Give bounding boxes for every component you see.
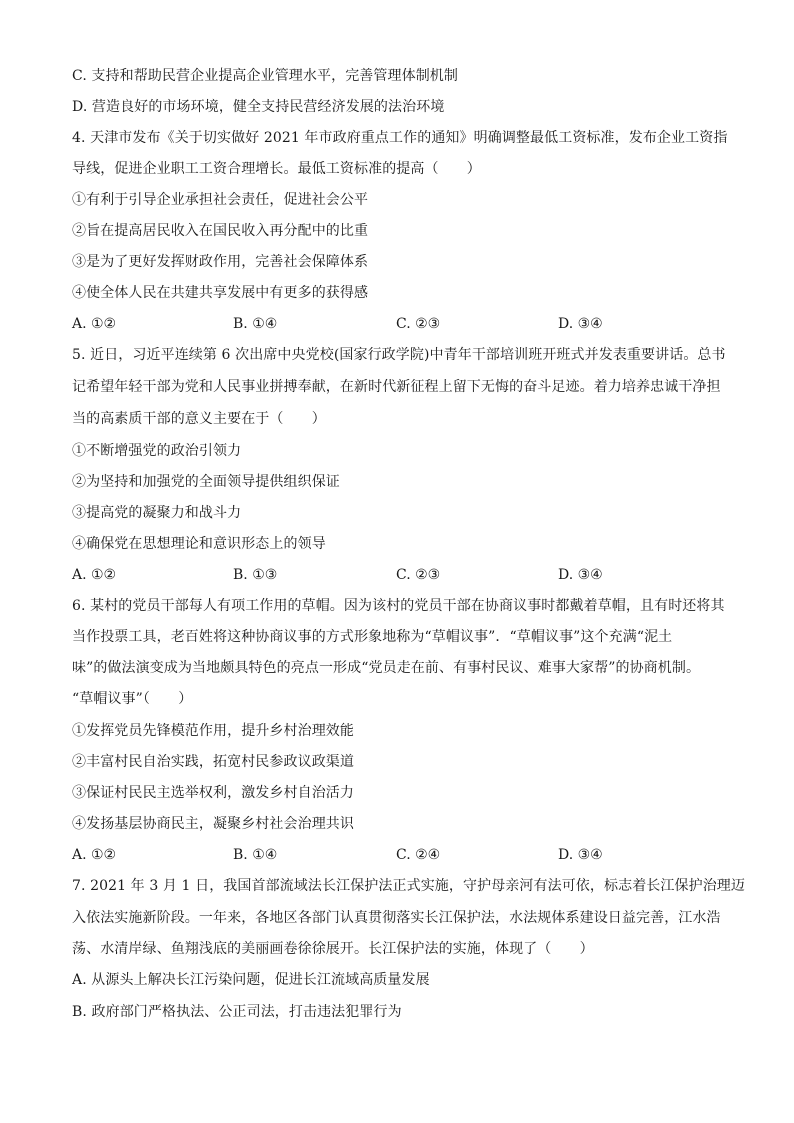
q4-statement-2: ②旨在提高居民收入在国民收入再分配中的比重: [72, 223, 369, 239]
q4-stem-line-2: 导线，促进企业职工工资合理增长。最低工资标准的提高（ ）: [72, 161, 481, 177]
q5-stem-line-3: 当的高素质干部的意义主要在于（ ）: [72, 411, 326, 427]
q4-statement-4: ④使全体人民在共建共享发展中有更多的获得感: [72, 285, 369, 301]
q7-option-b: B. 政府部门严格执法、公正司法，打击违法犯罪行为: [72, 1004, 402, 1020]
q6-stem-line-2: 当作投票工具，老百姓将这种协商议事的方式形象地称为“草帽议事”．“草帽议事”这个充满“泥土: [72, 629, 673, 645]
q6-stem-line-4: “草帽议事”（ ）: [72, 691, 193, 707]
q7-stem-line-3: 荡、水清岸绿、鱼翔浅底的美丽画卷徐徐展开。长江保护法的实施，体现了（ ）: [72, 941, 594, 957]
q6-stem-line-3: 味”的做法演变成为当地颇具特色的亮点一形成“党员走在前、有事村民议、难事大家帮”的协商机制。: [72, 660, 701, 676]
q5-stem-line-2: 记希望年轻干部为党和人民事业拼搏奉献，在新时代新征程上留下无悔的奋斗足迹。着力培养忠诚干净担: [72, 379, 721, 395]
q4-option-c: C. ②③: [396, 316, 441, 332]
q6-stem-line-1: 6. 某村的党员干部每人有项工作用的草帽。因为该村的党员干部在协商议事时都戴着草帽，且有时还将其: [72, 598, 725, 614]
q6-option-a: A. ①②: [72, 847, 117, 863]
prev-option-c: C. 支持和帮助民营企业提高企业管理水平，完善管理体制机制: [72, 68, 459, 84]
q5-statement-1: ①不断增强党的政治引领力: [72, 443, 242, 459]
q4-option-a: A. ①②: [72, 316, 117, 332]
q6-option-c: C. ②④: [396, 847, 441, 863]
q4-option-b: B. ①④: [233, 316, 278, 332]
q4-statement-3: ③是为了更好发挥财政作用，完善社会保障体系: [72, 254, 369, 270]
q7-stem-line-1: 7. 2021 年 3 月 1 日，我国首部流域法长江保护法正式实施，守护母亲河有法可依，标志着长江保护治理迈: [72, 878, 745, 894]
q4-statement-1: ①有利于引导企业承担社会责任，促进社会公平: [72, 192, 369, 208]
q5-statement-4: ④确保党在思想理论和意识形态上的领导: [72, 536, 326, 552]
q5-option-a: A. ①②: [72, 567, 117, 583]
q6-statement-3: ③保证村民民主选举权利，激发乡村自治活力: [72, 785, 354, 801]
q6-statement-2: ②丰富村民自治实践，拓宽村民参政议政渠道: [72, 754, 354, 770]
prev-option-d: D. 营造良好的市场环境，健全支持民营经济发展的法治环境: [72, 99, 445, 115]
q7-option-a: A. 从源头上解决长江污染问题，促进长江流域高质量发展: [72, 972, 430, 988]
q5-stem-line-1: 5. 近日，习近平连续第 6 次出席中央党校(国家行政学院)中青年干部培训班开班式并发表重要讲话。总书: [72, 347, 726, 363]
q6-option-d: D. ③④: [558, 847, 603, 863]
q4-stem-line-1: 4. 天津市发布《关于切实做好 2021 年市政府重点工作的通知》明确调整最低工资标准，发布企业工资指: [72, 130, 728, 146]
q4-option-d: D. ③④: [558, 316, 603, 332]
q5-statement-2: ②为坚持和加强党的全面领导提供组织保证: [72, 474, 340, 490]
q7-stem-line-2: 入依法实施新阶段。一年来，各地区各部门认真贯彻落实长江保护法，水法规体系建设日益完善，江水浩: [72, 910, 721, 926]
q6-option-b: B. ①④: [233, 847, 278, 863]
q5-statement-3: ③提高党的凝聚力和战斗力: [72, 505, 242, 521]
q5-option-b: B. ①③: [233, 567, 278, 583]
q6-statement-1: ①发挥党员先锋模范作用，提升乡村治理效能: [72, 723, 354, 739]
q5-option-d: D. ③④: [558, 567, 603, 583]
q5-option-c: C. ②③: [396, 567, 441, 583]
q6-statement-4: ④发扬基层协商民主，凝聚乡村社会治理共识: [72, 816, 354, 832]
